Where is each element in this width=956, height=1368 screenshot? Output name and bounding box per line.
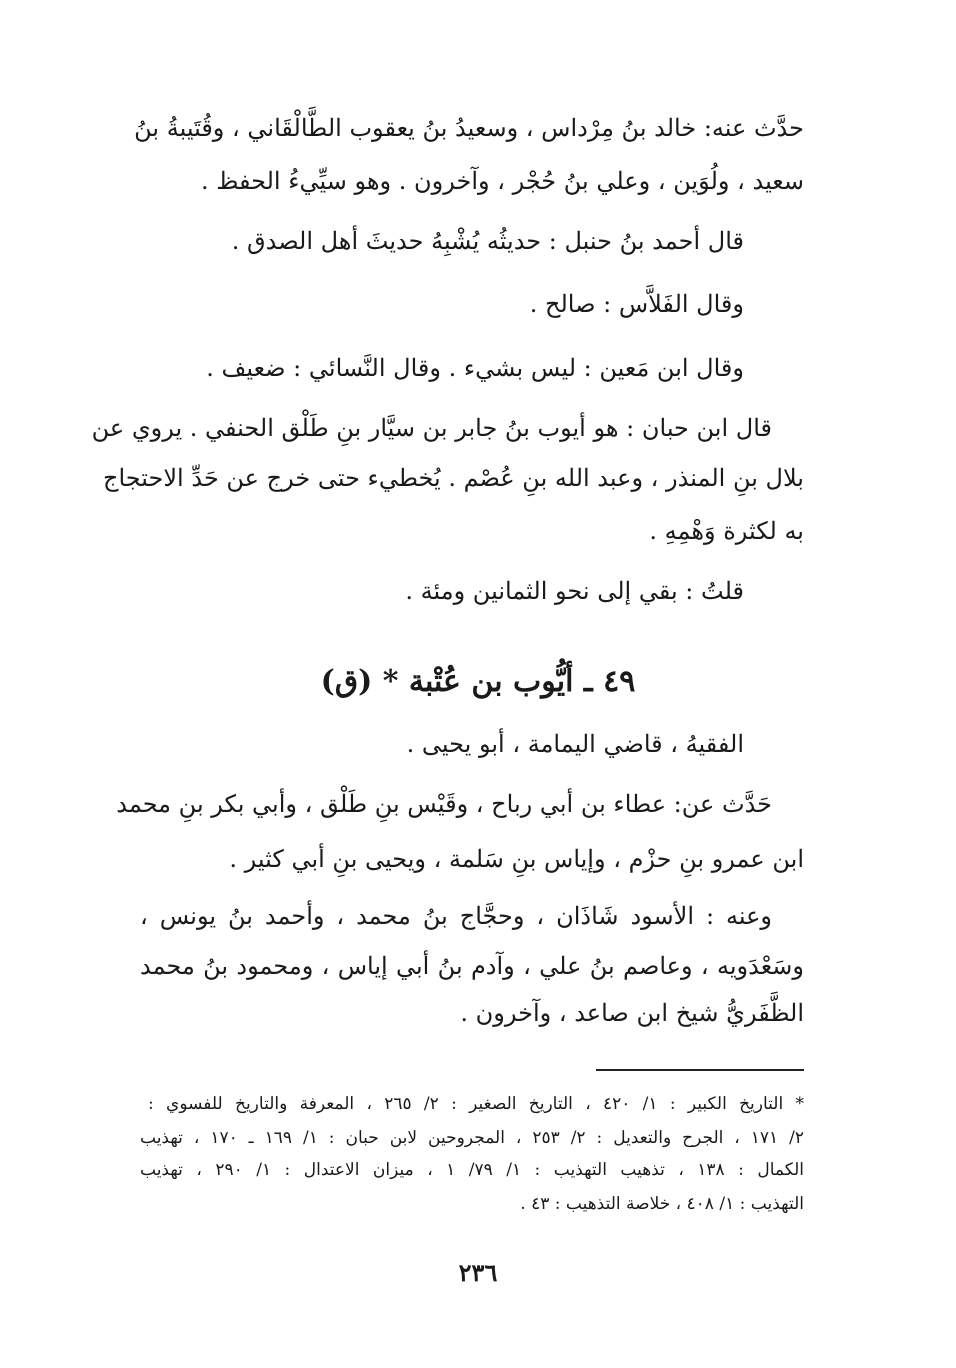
body-line: به لكثرة وَهْمِهِ .	[649, 517, 804, 545]
body-line: ابن عمرو بنِ حزْم ، وإياس بنِ سَلمة ، ويحيى بنِ أبي كثير .	[229, 845, 804, 873]
body-line: وسَعْدَويه ، وعاصم بنُ علي ، وآدم بنُ أبي إياس ، ومحمود بنُ محمد	[140, 952, 804, 980]
body-line: وعنه : الأسود شَاذَان ، وحجَّاج بنُ محمد ، وأحمد بنُ يونس ،	[140, 902, 772, 930]
body-line: قال أحمد بنُ حنبل : حديثُه يُشْبِهُ حديثَ أهل الصدق .	[231, 227, 744, 255]
body-line: وقال الفَلاَّس : صالح .	[529, 290, 744, 318]
body-line: الظَّفَريُّ شيخ ابن صاعد ، وآخرون .	[460, 999, 804, 1027]
body-line: وقال ابن مَعين : ليس بشيء . وقال النَّسائي : ضعيف .	[206, 354, 744, 382]
body-line: سعيد ، ولُوَين ، وعلي بنُ حُجْر ، وآخرون . وهو سيِّيءُ الحفظ .	[200, 167, 804, 195]
body-line: قلتُ : بقي إلى نحو الثمانين ومئة .	[405, 577, 744, 605]
footnote-line: ٢/ ١٧١ ، الجرح والتعديل : ٢/ ٢٥٣ ، المجروحين لابن حبان : ١/ ١٦٩ ـ ١٧٠ ، تهذيب	[140, 1128, 804, 1148]
footnote-line: التهذيب : ١/ ٤٠٨ ، خلاصة التذهيب : ٤٣ .	[520, 1194, 804, 1214]
footnote-line: * التاريخ الكبير : ١/ ٤٢٠ ، التاريخ الصغير : ٢/ ٢٦٥ ، المعرفة والتاريخ للفسوي :	[148, 1094, 804, 1114]
body-line: حَدَّث عن: عطاء بن أبي رباح ، وقَيْس بنِ طَلْق ، وأبي بكر بنِ محمد	[116, 790, 772, 818]
page-number: ٢٣٦	[458, 1258, 498, 1287]
body-line: الفقيهُ ، قاضي اليمامة ، أبو يحيى .	[406, 730, 744, 758]
body-line: بلال بنِ المنذر ، وعبد الله بنِ عُصْم . يُخطيء حتى خرج عن حَدِّ الاحتجاج	[102, 464, 804, 492]
body-line: قال ابن حبان : هو أيوب بنُ جابر بن سيَّار بنِ طَلْق الحنفي . يروي عن	[91, 414, 772, 442]
footnote-line: الكمال : ١٣٨ ، تذهيب التهذيب : ١/ ٧٩/ ١ ، ميزان الاعتدال : ١/ ٢٩٠ ، تهذيب	[140, 1160, 805, 1180]
entry-heading: ٤٩ ـ أيُّوب بن عُتْبة * (ق)	[320, 664, 636, 699]
footnote-separator	[596, 1069, 804, 1071]
body-line: حدَّث عنه: خالد بنُ مِرْداس ، وسعيدُ بنُ يعقوب الطَّالْقَاني ، وقُتَيبةُ بنُ	[134, 114, 804, 142]
